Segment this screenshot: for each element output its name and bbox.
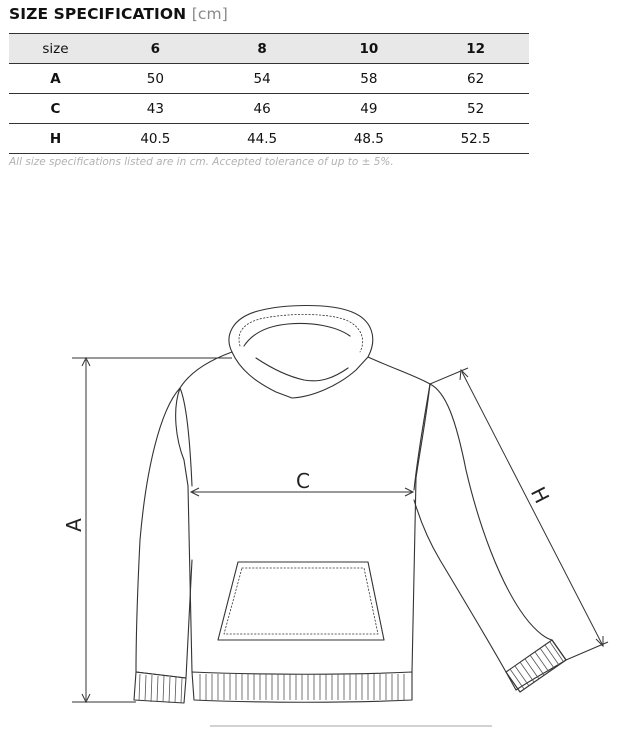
table-cell: 58 <box>315 64 422 94</box>
header-cell-6: 6 <box>102 34 209 64</box>
title-text: SIZE SPECIFICATION <box>9 5 187 23</box>
table-cell: 62 <box>422 64 529 94</box>
h-arrow-bottom <box>596 636 603 646</box>
row-label: A <box>9 64 102 94</box>
table-cell: 48.5 <box>315 124 422 154</box>
header-cell-10: 10 <box>315 34 422 64</box>
table-cell: 44.5 <box>209 124 316 154</box>
row-label: C <box>9 94 102 124</box>
label-a: A <box>62 518 86 532</box>
table-cell: 50 <box>102 64 209 94</box>
tolerance-note: All size specifications listed are in cm. Accepted tolerance of up to ± 5%. <box>9 156 394 168</box>
table-cell: 54 <box>209 64 316 94</box>
table-cell: 43 <box>102 94 209 124</box>
right-sleeve <box>414 384 566 690</box>
row-label: H <box>9 124 102 154</box>
body-right-side <box>368 357 430 672</box>
kangaroo-pocket <box>218 562 384 640</box>
table-cell: 52.5 <box>422 124 529 154</box>
left-cuff <box>134 672 186 703</box>
measurement-lines <box>72 358 608 702</box>
header-cell-size: size <box>9 34 102 64</box>
label-c: C <box>296 469 310 493</box>
left-sleeve <box>136 388 192 678</box>
h-dimension-line <box>462 372 602 644</box>
hood-outline <box>229 306 373 399</box>
table-cell: 52 <box>422 94 529 124</box>
table-cell: 49 <box>315 94 422 124</box>
table-cell: 40.5 <box>102 124 209 154</box>
hood-inner <box>244 324 350 381</box>
label-h: H <box>525 482 555 508</box>
pocket-stitch <box>224 568 378 634</box>
h-guide-top <box>430 368 468 384</box>
header-cell-8: 8 <box>209 34 316 64</box>
table-cell: 46 <box>209 94 316 124</box>
title-unit: [cm] <box>191 5 228 23</box>
header-cell-12: 12 <box>422 34 529 64</box>
